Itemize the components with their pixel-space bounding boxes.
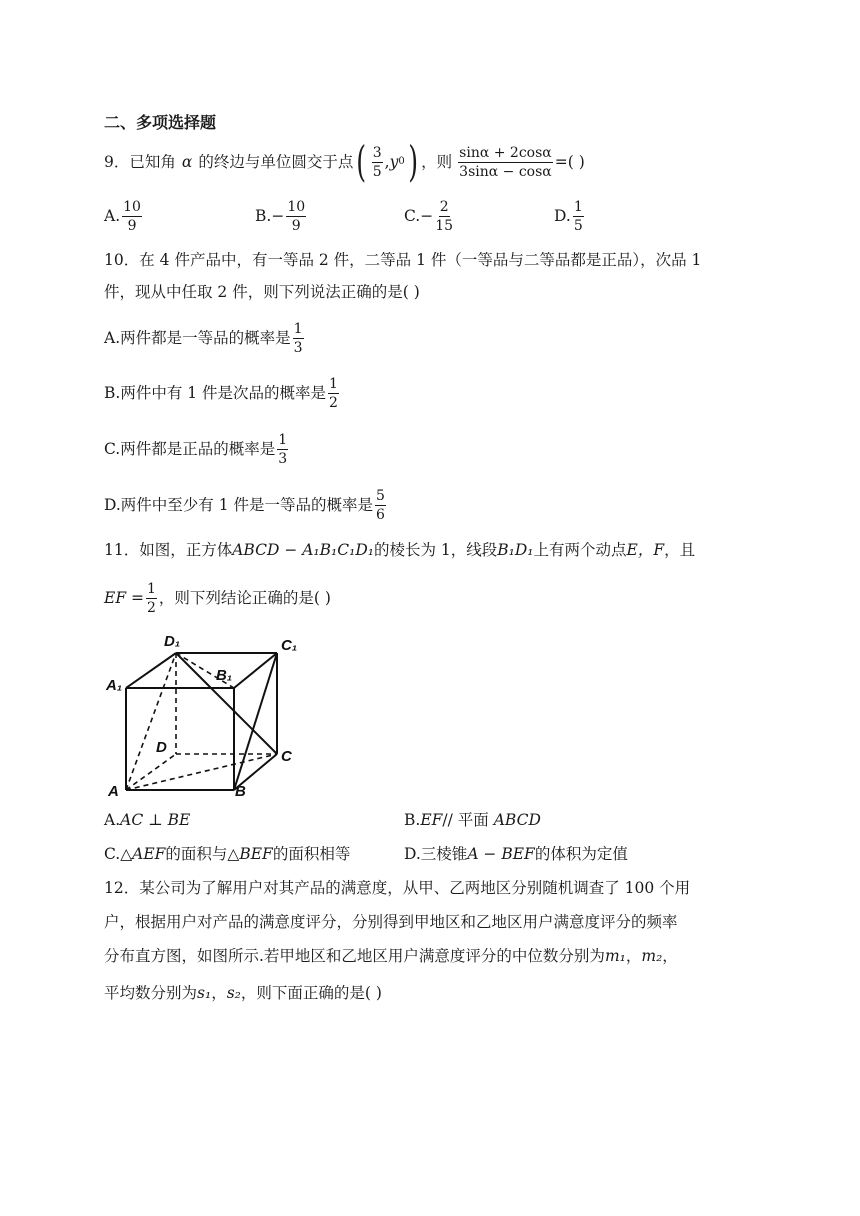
q10-option-d-den: 6 <box>376 506 385 523</box>
q10-option-b[interactable] <box>104 373 341 413</box>
q11-option-c-math: AEF <box>132 845 166 863</box>
q12-m2: m₂ <box>641 947 663 965</box>
q12-line-3 <box>104 946 678 966</box>
q9-option-c-num: 2 <box>439 198 449 215</box>
label-a1: A₁ <box>106 677 123 694</box>
q9-option-d[interactable] <box>554 196 586 236</box>
q9-option-a-label: A. <box>104 207 121 225</box>
q11-line1-b: 的棱长为 1，线段 <box>373 541 498 559</box>
q12-m1: m₁ <box>604 947 626 965</box>
q11-option-c-rest2: 的面积相等 <box>272 845 351 863</box>
q10-option-b-den: 2 <box>329 394 338 411</box>
q10-option-d[interactable] <box>104 485 388 525</box>
q9-option-a-fraction <box>122 200 142 233</box>
q9-expr-den: 3sinα − cosα <box>459 163 552 180</box>
label-d1: D₁ <box>164 633 181 650</box>
q9-stem-a: 9．已知角 <box>104 153 176 171</box>
q12-line-1: 12．某公司为了解用户对其产品的满意度，从甲、乙两地区分别随机调查了 100 个用 <box>104 879 691 897</box>
q11-line1-c: 上有两个动点 <box>533 541 627 559</box>
q11-ef-den: 2 <box>146 599 156 616</box>
q9-option-d-num: 1 <box>573 198 583 215</box>
edge-a1-d1 <box>126 653 176 688</box>
q11-option-a-label: A. <box>104 811 121 829</box>
q11-line2-tail: ，则下列结论正确的是( ) <box>158 589 331 607</box>
q11-line1-a: 11．如图，正方体 <box>104 541 233 559</box>
q11-line-1 <box>104 540 695 560</box>
q10-line-1: 10．在 4 件产品中，有一等品 2 件，二等品 1 件（一等品与二等品都是正品），次品 1 <box>104 251 702 269</box>
q10-option-c-fraction <box>277 433 288 466</box>
q11-option-b-label: B. <box>404 811 421 829</box>
label-c: C <box>281 748 292 765</box>
cube-figure <box>104 630 304 800</box>
q9-option-c-sign: − <box>420 207 434 225</box>
q11-option-a[interactable] <box>104 810 190 830</box>
q10-option-a-num: 1 <box>293 320 303 337</box>
q10-option-a-text: A.两件都是一等品的概率是 <box>104 329 291 347</box>
label-b: B <box>235 783 246 800</box>
q9-expression-fraction <box>458 146 553 179</box>
q11-line-2 <box>104 576 331 620</box>
q9-option-b-sign: − <box>271 207 285 225</box>
q10-option-b-num: 1 <box>329 375 338 392</box>
q12-line4-a: 平均数分别为 <box>104 984 198 1002</box>
q9-point-den: 5 <box>372 163 382 180</box>
label-c1: C₁ <box>281 637 298 654</box>
q9-option-c-label: C. <box>404 207 421 225</box>
q11-option-c[interactable] <box>104 844 350 864</box>
q9-alpha: α <box>181 153 193 171</box>
q9-option-c-den: 15 <box>435 217 454 234</box>
q11-option-b[interactable] <box>404 810 541 830</box>
q12-line4-b: ，则下面正确的是( ) <box>240 984 382 1002</box>
q10-option-c-den: 3 <box>278 450 288 467</box>
q10-option-c[interactable] <box>104 429 290 469</box>
q11-option-d-label: D.三棱锥 <box>404 845 468 863</box>
q9-option-d-label: D. <box>554 207 571 225</box>
q10-option-d-text: D.两件中至少有 1 件是一等品的概率是 <box>104 496 374 514</box>
q9-point-y: y <box>389 153 399 171</box>
q9-point-fraction <box>372 146 383 179</box>
hidden-diagonal-a-d1 <box>126 653 176 790</box>
q12-line3-a: 分布直方图，如图所示.若甲地区和乙地区用户满意度评分的中位数分别为 <box>104 947 605 965</box>
q11-cube-name: ABCD − A₁B₁C₁D₁ <box>232 541 374 559</box>
segment-c1-b <box>234 653 277 790</box>
q10-option-b-fraction <box>328 377 339 410</box>
q9-left-paren-icon: ( <box>356 137 367 186</box>
q9-right-paren-icon: ) <box>408 137 418 186</box>
q9-option-a-den: 9 <box>127 217 137 234</box>
q9-option-b[interactable] <box>255 196 308 236</box>
hidden-edge-a-d <box>126 754 176 790</box>
label-d: D <box>156 739 167 756</box>
q10-option-b-text: B.两件中有 1 件是次品的概率是 <box>104 384 327 402</box>
q10-option-d-num: 5 <box>376 487 385 504</box>
q11-option-a-math: AC ⊥ BE <box>120 811 191 829</box>
q11-line1-d: ，且 <box>664 541 696 559</box>
q9-option-b-label: B. <box>255 207 272 225</box>
q11-points: E，F <box>626 541 665 559</box>
q10-option-a-den: 3 <box>293 339 303 356</box>
q10-option-a[interactable] <box>104 318 306 358</box>
q9-option-c-fraction <box>435 200 453 233</box>
q12-comma-2: ， <box>211 984 227 1002</box>
q11-option-c-label: C.△ <box>104 845 133 863</box>
q9-point-sub: 0 <box>398 156 405 167</box>
question-9-stem: 9．已知角 α 的终边与单位圆交于点 ( $\frac{3}{5}$ , y 0 ) ，则 $\frac{\sin\alpha + 2\cos\alpha}{3\sin\alpha - \cos\alpha}$ =( ) <box>104 137 585 186</box>
q11-option-c-math2: BEF <box>239 845 273 863</box>
q10-option-d-fraction <box>375 489 386 522</box>
q11-option-c-rest: 的面积与△ <box>165 845 240 863</box>
q11-option-b-math: EF <box>420 811 443 829</box>
q9-expr-tail: =( ) <box>554 153 585 171</box>
q11-option-b-rest: // 平面 <box>442 811 489 829</box>
q11-ef-num: 1 <box>146 580 156 597</box>
q9-option-b-fraction <box>286 200 306 233</box>
q11-option-b-math2: ABCD <box>493 811 541 829</box>
q10-line-2: 件，现从中任取 2 件，则下列说法正确的是( ) <box>104 283 420 301</box>
q9-option-c[interactable] <box>404 196 455 236</box>
q12-s1: s₁ <box>197 984 212 1002</box>
q9-expr-num: sinα + 2cosα <box>459 144 552 161</box>
q9-option-d-fraction <box>573 200 584 233</box>
q12-line-2: 户，根据用户对产品的满意度评分，分别得到甲地区和乙地区用户满意度评分的频率 <box>104 913 678 931</box>
q11-option-d[interactable] <box>404 844 628 864</box>
q12-line-4 <box>104 983 382 1003</box>
q12-line3-b: ， <box>662 947 678 965</box>
q10-option-c-num: 1 <box>278 431 288 448</box>
q10-option-c-text: C.两件都是正品的概率是 <box>104 440 276 458</box>
q11-ef-lhs: EF = <box>104 589 144 607</box>
label-a: A <box>108 783 119 800</box>
q9-option-a-num: 10 <box>123 198 141 215</box>
q11-option-d-rest: 的体积为定值 <box>534 845 628 863</box>
label-b1: B₁ <box>216 667 233 684</box>
q12-comma-1: ， <box>625 947 642 965</box>
q10-option-a-fraction <box>293 322 304 355</box>
q9-option-b-num: 10 <box>287 198 306 215</box>
q9-then: ，则 <box>421 153 453 171</box>
q11-ef-fraction <box>146 582 157 615</box>
q11-option-d-math: A − BEF <box>467 845 535 863</box>
section-title: 二、多项选择题 <box>104 113 217 132</box>
q11-segment: B₁D₁ <box>497 541 534 559</box>
q9-stem-b: 的终边与单位圆交于点 <box>198 153 354 171</box>
q9-option-d-den: 5 <box>573 217 583 234</box>
q9-option-a[interactable] <box>104 196 144 236</box>
q12-s2: s₂ <box>226 984 241 1002</box>
q9-option-b-den: 9 <box>291 217 301 234</box>
q9-point-num: 3 <box>372 144 382 161</box>
